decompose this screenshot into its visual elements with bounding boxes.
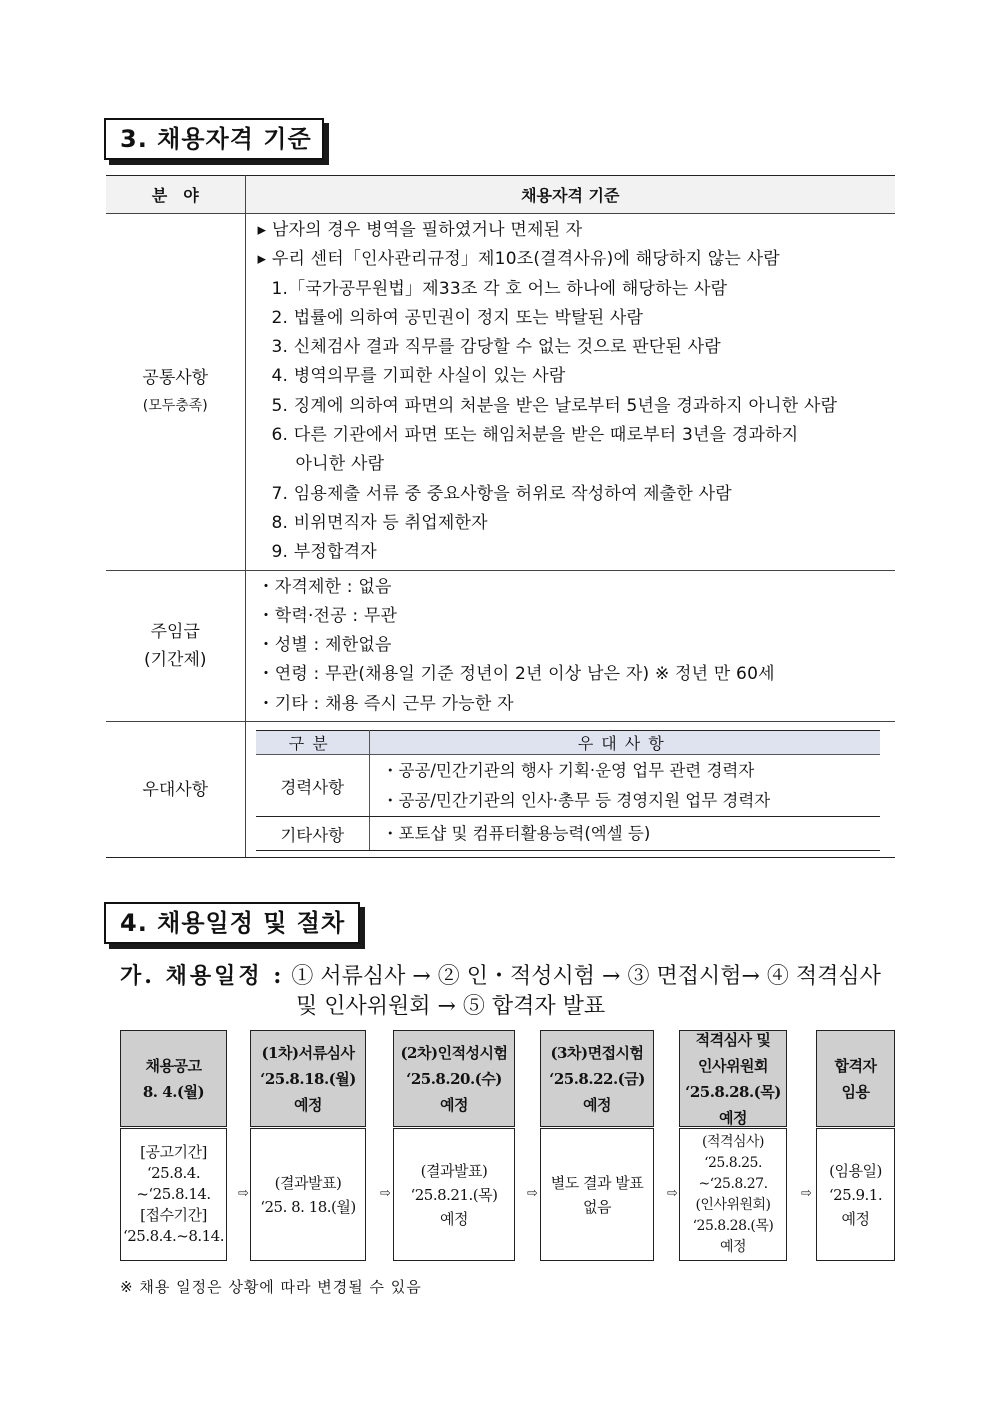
common-line: 3. 신체검사 결과 직무를 감당할 수 없는 것으로 판단된 사람 — [271, 337, 721, 358]
schedule-step-detail-line: (임용일) — [829, 1161, 882, 1180]
flow-arrow-icon: ⇨ — [801, 1186, 812, 1201]
schedule-step-header — [679, 1030, 787, 1127]
schedule-step-header — [540, 1030, 654, 1127]
schedule-step-title-line: 예정 — [294, 1095, 322, 1114]
schedule-step-title-line: 예정 — [440, 1095, 468, 1114]
schedule-label: 가. 채용일정 : — [120, 963, 285, 989]
schedule-step-detail-line: (인사위원회) — [695, 1196, 771, 1213]
schedule-step-title-line: ‘25.8.20.(수) — [406, 1069, 502, 1088]
schedule-step-title-line: 인사위원회 — [698, 1056, 768, 1075]
flow-arrow-icon: ⇨ — [380, 1186, 391, 1201]
grade-line: ・자격제한 : 없음 — [257, 576, 392, 597]
schedule-step-title-line: (1차)서류심사 — [261, 1043, 355, 1062]
schedule-step-detail — [250, 1128, 366, 1261]
grade-criteria — [245, 570, 895, 721]
schedule-step-detail — [393, 1128, 515, 1261]
schedule-step-title-line: ‘25.8.28.(목) — [685, 1082, 781, 1101]
schedule-step-detail-line: (결과발표) — [420, 1161, 488, 1180]
preference-item: ・공공/민간기관의 인사·총무 등 경영지원 업무 경력자 — [382, 790, 771, 810]
preference-row — [256, 817, 880, 851]
grade-line: ・기타 : 채용 즉시 근무 가능한 자 — [257, 693, 514, 714]
schedule-step-detail — [679, 1128, 787, 1261]
preference-items — [370, 755, 880, 817]
common-line: 2. 법률에 의하여 공민권이 정지 또는 박탈된 사람 — [271, 307, 644, 328]
common-label-cell — [106, 214, 245, 571]
section-4-title: 4. 채용일정 및 절차 — [104, 902, 360, 944]
row-preference — [106, 722, 895, 858]
common-line: 7. 임용제출 서류 중 중요사항을 허위로 작성하여 제출한 사람 — [271, 483, 732, 504]
preference-item: ・포토샵 및 컴퓨터활용능력(엑셀 등) — [382, 823, 651, 843]
preference-category: 기타사항 — [256, 817, 370, 851]
preference-label-cell — [106, 722, 245, 858]
grade-line: ・연령 : 무관(채용일 기준 정년이 2년 이상 남은 자) ※ 정년 만 60세 — [257, 664, 775, 685]
schedule-step-header — [393, 1030, 515, 1127]
row-common — [106, 214, 895, 571]
common-criteria — [245, 214, 895, 571]
schedule-step-title-line: 합격자 — [834, 1056, 877, 1075]
schedule-step-header — [816, 1030, 895, 1127]
schedule-step-detail-line: 예정 — [841, 1209, 870, 1228]
common-line: 8. 비위면직자 등 취업제한자 — [271, 512, 488, 533]
schedule-step-title-line: ‘25.8.22.(금) — [549, 1069, 645, 1088]
schedule-step-detail — [540, 1128, 654, 1261]
row-grade — [106, 570, 895, 721]
preference-header-category: 구분 — [256, 731, 370, 755]
common-line: 9. 부정합격자 — [271, 542, 377, 563]
preference-label: 우대사항 — [142, 779, 209, 800]
common-line: 1.「국가공무원법」제33조 각 호 어느 하나에 해당하는 사람 — [271, 278, 728, 299]
preference-table — [256, 730, 880, 851]
header-criteria: 채용자격 기준 — [245, 176, 895, 214]
schedule-step-detail-line: ~‘25.8.14. — [136, 1185, 211, 1203]
qualification-table — [106, 175, 895, 858]
schedule-step-detail-line: ‘25.8.25. — [704, 1154, 762, 1171]
preference-cell — [245, 722, 895, 858]
schedule-step-title-line: 예정 — [583, 1095, 611, 1114]
schedule-step-title-line: 채용공고 — [145, 1056, 202, 1075]
grade-line: ・학력·전공 : 무관 — [257, 605, 398, 626]
schedule-step-title-line: 예정 — [719, 1108, 747, 1127]
schedule-step-detail-line: 별도 결과 발표 — [550, 1173, 644, 1192]
grade-sublabel: (기간제) — [143, 649, 207, 670]
grade-label-cell — [106, 570, 245, 721]
schedule-line-2: 및 인사위원회 → ⑤ 합격자 발표 — [296, 994, 606, 1019]
common-sublabel: (모두충족) — [142, 397, 208, 414]
common-line: 아니한 사람 — [295, 454, 385, 475]
schedule-step-detail-line: ‘25.8.4. — [146, 1164, 201, 1182]
flow-arrow-icon: ⇨ — [527, 1186, 538, 1201]
header-field: 분 야 — [106, 176, 245, 214]
preference-row — [256, 755, 880, 817]
schedule-step-detail-line: ‘25.9.1. — [828, 1185, 883, 1204]
schedule-step-title-line: (2차)인적성시험 — [400, 1043, 508, 1062]
common-line: 5. 징계에 의하여 파면의 처분을 받은 날로부터 5년을 경과하지 아니한 사람 — [271, 395, 838, 416]
preference-item: ・공공/민간기관의 행사 기획·운영 업무 관련 경력자 — [382, 760, 755, 780]
schedule-step-detail-line: 없음 — [583, 1197, 611, 1216]
schedule-step-detail-line: 예정 — [440, 1209, 468, 1228]
schedule-step-detail-line: 예정 — [719, 1238, 747, 1255]
common-line: ▸ 남자의 경우 병역을 필하였거나 면제된 자 — [257, 220, 583, 240]
schedule-step-detail — [816, 1128, 895, 1261]
schedule-step-header — [250, 1030, 366, 1127]
schedule-line-1 — [120, 960, 881, 993]
grade-label: 주임급 — [150, 621, 200, 642]
preference-header-row — [256, 731, 880, 755]
schedule-step-detail-line: ‘25. 8. 18.(월) — [260, 1197, 356, 1216]
table-header-row — [106, 176, 895, 214]
flow-arrow-icon: ⇨ — [667, 1186, 678, 1201]
section-3-title: 3. 채용자격 기준 — [104, 118, 324, 160]
schedule-step-detail-line: [접수기간] — [140, 1206, 207, 1224]
preference-items — [370, 817, 880, 851]
schedule-step-detail-line: [공고기간] — [140, 1143, 207, 1161]
common-label: 공통사항 — [142, 367, 209, 388]
schedule-step-title-line: ‘25.8.18.(월) — [260, 1069, 356, 1088]
schedule-step-detail-line: ‘25.8.28.(목) — [692, 1217, 774, 1234]
preference-category: 경력사항 — [256, 755, 370, 817]
schedule-step-detail-line: (적격심사) — [701, 1133, 765, 1150]
preference-header-items: 우대사항 — [370, 731, 880, 755]
schedule-step-detail-line: ‘25.8.4.~8.14. — [123, 1227, 224, 1245]
schedule-step-title-line: 적격심사 및 — [695, 1030, 771, 1049]
schedule-step-detail-line: ~‘25.8.27. — [698, 1175, 768, 1192]
schedule-step-title-line: (3차)면접시험 — [550, 1043, 644, 1062]
schedule-steps-text: ① 서류심사 → ② 인・적성시험 → ③ 면접시험→ ④ 적격심사 — [291, 964, 881, 989]
common-line: ▸ 우리 센터「인사관리규정」제10조(결격사유)에 해당하지 않는 사람 — [257, 249, 780, 270]
schedule-step-detail — [120, 1128, 227, 1261]
schedule-note: ※ 채용 일정은 상황에 따라 변경될 수 있음 — [120, 1278, 422, 1296]
flow-arrow-icon: ⇨ — [238, 1186, 249, 1201]
schedule-step-title-line: 8. 4.(월) — [142, 1082, 205, 1101]
common-line: 6. 다른 기관에서 파면 또는 해임처분을 받은 때로부터 3년을 경과하지 — [271, 425, 799, 446]
schedule-step-detail-line: (결과발표) — [274, 1173, 342, 1192]
schedule-step-header — [120, 1030, 227, 1127]
schedule-step-detail-line: ‘25.8.21.(목) — [410, 1185, 498, 1204]
schedule-step-title-line: 임용 — [841, 1082, 870, 1101]
common-line: 4. 병역의무를 기피한 사실이 있는 사람 — [271, 366, 566, 387]
grade-line: ・성별 : 제한없음 — [257, 635, 392, 656]
